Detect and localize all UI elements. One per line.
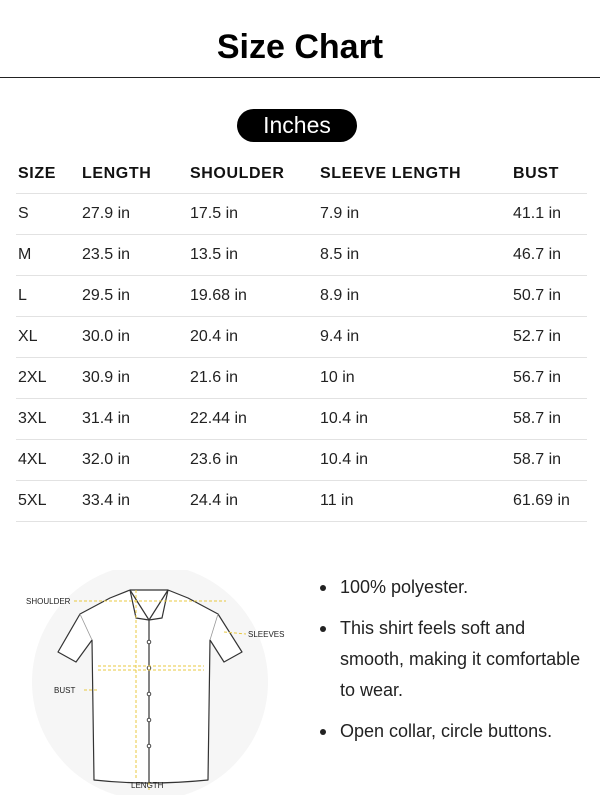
cell-length: 33.4 in — [80, 481, 188, 522]
bullet-icon — [320, 729, 326, 735]
cell-length: 30.0 in — [80, 317, 188, 358]
unit-badge: Inches — [237, 109, 357, 142]
table-row — [16, 481, 587, 522]
cell-length: 31.4 in — [80, 399, 188, 440]
cell-sleeve-length: 10.4 in — [318, 440, 511, 481]
diagram-label-length: LENGTH — [131, 781, 164, 790]
diagram-label-bust: BUST — [54, 686, 76, 695]
bullet-icon — [320, 626, 326, 632]
table-row — [16, 317, 587, 358]
page-title: Size Chart — [216, 28, 384, 66]
bullet-icon — [320, 585, 326, 591]
cell-size: 4XL — [16, 440, 80, 481]
cell-length: 29.5 in — [80, 276, 188, 317]
table-header-row — [16, 154, 587, 194]
feature-text: This shirt feels soft and smooth, making it comfortable to wear. — [340, 618, 581, 700]
feature-item — [318, 716, 593, 747]
size-table — [16, 154, 587, 522]
table-row — [16, 440, 587, 481]
column-header-sleeve-length: SLEEVE LENGTH — [318, 154, 511, 194]
cell-length: 27.9 in — [80, 194, 188, 235]
cell-size: 5XL — [16, 481, 80, 522]
diagram-label-sleeves: SLEEVES — [248, 630, 285, 639]
cell-shoulder: 22.44 in — [188, 399, 318, 440]
cell-sleeve-length: 10 in — [318, 358, 511, 399]
cell-sleeve-length: 8.5 in — [318, 235, 511, 276]
column-header-length: LENGTH — [80, 154, 188, 194]
cell-sleeve-length: 9.4 in — [318, 317, 511, 358]
feature-list — [318, 572, 593, 757]
feature-item — [318, 613, 593, 706]
column-header-bust: BUST — [511, 154, 587, 194]
table-row — [16, 276, 587, 317]
cell-shoulder: 21.6 in — [188, 358, 318, 399]
cell-sleeve-length: 11 in — [318, 481, 511, 522]
feature-text: Open collar, circle buttons. — [340, 721, 553, 741]
table-row — [16, 399, 587, 440]
cell-sleeve-length: 8.9 in — [318, 276, 511, 317]
column-header-shoulder: SHOULDER — [188, 154, 318, 194]
cell-sleeve-length: 7.9 in — [318, 194, 511, 235]
cell-size: 3XL — [16, 399, 80, 440]
cell-shoulder: 19.68 in — [188, 276, 318, 317]
table-row — [16, 194, 587, 235]
cell-shoulder: 23.6 in — [188, 440, 318, 481]
cell-bust: 41.1 in — [511, 194, 587, 235]
cell-shoulder: 24.4 in — [188, 481, 318, 522]
feature-text: 100% polyester. — [340, 577, 469, 597]
cell-length: 30.9 in — [80, 358, 188, 399]
cell-bust: 61.69 in — [511, 481, 587, 522]
shirt-measurement-diagram — [18, 570, 298, 795]
feature-item — [318, 572, 593, 603]
cell-bust: 56.7 in — [511, 358, 587, 399]
cell-size: M — [16, 235, 80, 276]
cell-shoulder: 13.5 in — [188, 235, 318, 276]
column-header-size: SIZE — [16, 154, 80, 194]
cell-size: XL — [16, 317, 80, 358]
cell-length: 23.5 in — [80, 235, 188, 276]
cell-bust: 52.7 in — [511, 317, 587, 358]
table-row — [16, 358, 587, 399]
cell-size: L — [16, 276, 80, 317]
cell-bust: 58.7 in — [511, 440, 587, 481]
cell-bust: 58.7 in — [511, 399, 587, 440]
cell-size: S — [16, 194, 80, 235]
cell-size: 2XL — [16, 358, 80, 399]
cell-length: 32.0 in — [80, 440, 188, 481]
cell-shoulder: 17.5 in — [188, 194, 318, 235]
table-row — [16, 235, 587, 276]
cell-bust: 50.7 in — [511, 276, 587, 317]
cell-bust: 46.7 in — [511, 235, 587, 276]
title-divider — [0, 77, 600, 78]
diagram-label-shoulder: SHOULDER — [26, 597, 71, 606]
cell-shoulder: 20.4 in — [188, 317, 318, 358]
cell-sleeve-length: 10.4 in — [318, 399, 511, 440]
